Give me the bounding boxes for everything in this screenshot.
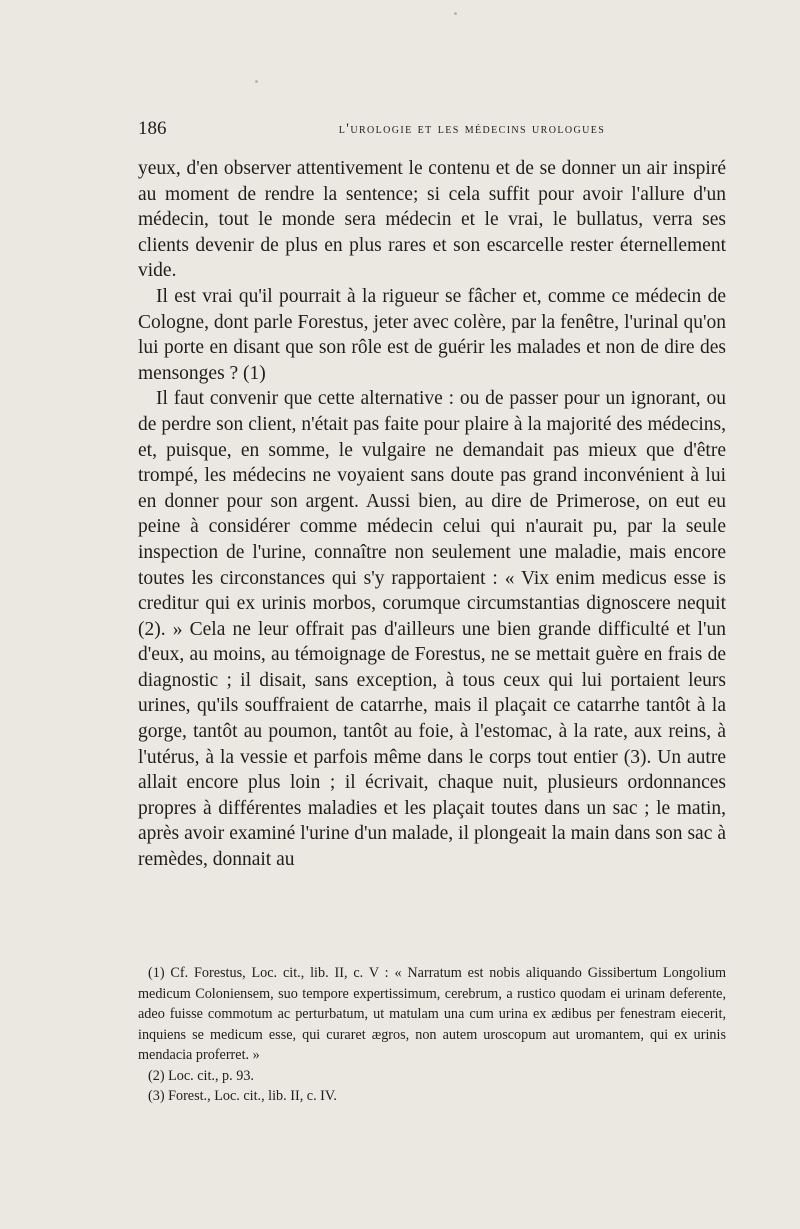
footnote-2: (2) Loc. cit., p. 93. [148, 1067, 254, 1084]
page-number: 186 [138, 118, 167, 139]
paper-speck [255, 80, 258, 83]
footnote-1: (1) Cf. Forestus, Loc. cit., lib. II, c. V : « Narratum est nobis aliquando Gissibertum Longolium medicum Coloniensem, suo tempore expertissimum, cerebrum, a rustico quodam ei urinam deferente, adeo fuisse commotum ac perturbatum, ut matulam una cum urina ex ædibus per fenestram eiecerit, inquiens se medicum esse, qui curaret ægros, non autem uroscopum aut uromantem, qui ex urinis mendacia proferret. » [138, 965, 726, 1063]
body-text [138, 156, 726, 873]
running-title: l'urologie et les médecins urologues [338, 121, 606, 137]
paper-speck [454, 12, 457, 15]
paragraph-2: Il est vrai qu'il pourrait à la rigueur se fâcher et, comme ce médecin de Cologne, dont parle Forestus, jeter avec colère, par la fenêtre, l'urinal qu'on lui porte en disant que son rôle est de guérir les malades et non de dire des mensonges ? (1) [138, 285, 726, 384]
paragraph-3: Il faut convenir que cette alternative : ou de passer pour un ignorant, ou de perdre son client, n'était pas faite pour plaire à la majorité des médecins, et, puisque, en somme, le vulgaire ne demandait pas mieux que d'être trompé, les médecins ne voyaient sans doute pas grand inconvénient à lui en donner pour son argent. Aussi bien, au dire de Primerose, on eut eu peine à considérer comme médecin celui qui n'aurait pu, par la seule inspection de l'urine, connaître non seulement une maladie, mais encore toutes les circonstances qui s'y rapportaient : « Vix enim medicus esse is creditur qui ex urinis morbos, corumque circumstantias dignoscere nequit (2). » Cela ne leur offrait pas d'ailleurs une bien grande difficulté et l'un d'eux, au moins, au témoignage de Forestus, ne se mettait guère en frais de diagnostic ; il disait, sans exception, à tous ceux qui lui portaient leurs urines, qu'ils souffraient de catarrhe, mais il plaçait ce catarrhe tantôt à la gorge, tantôt au poumon, tantôt au foie, à l'estomac, à la rate, aux reins, à l'utérus, à la vessie et parfois même dans le corps tout entier (3). Un autre allait encore plus loin ; il écrivait, chaque nuit, plusieurs ordonnances propres à différentes maladies et les plaçait toutes dans un sac ; le matin, après avoir examiné l'urine d'un malade, il plongeait la main dans son sac à remèdes, donnait au [138, 388, 726, 871]
footnotes [138, 963, 726, 1107]
page-header [138, 118, 726, 142]
paragraph-1: yeux, d'en observer attentivement le contenu et de se donner un air inspiré au moment de rendre la sentence; si cela suffit pour avoir l'allure d'un médecin, tout le monde sera médecin et le vrai, le bullatus, verra ses clients devenir de plus en plus rares et son escarcelle rester éternellement vide. [138, 158, 726, 282]
footnote-3: (3) Forest., Loc. cit., lib. II, c. IV. [148, 1088, 337, 1104]
